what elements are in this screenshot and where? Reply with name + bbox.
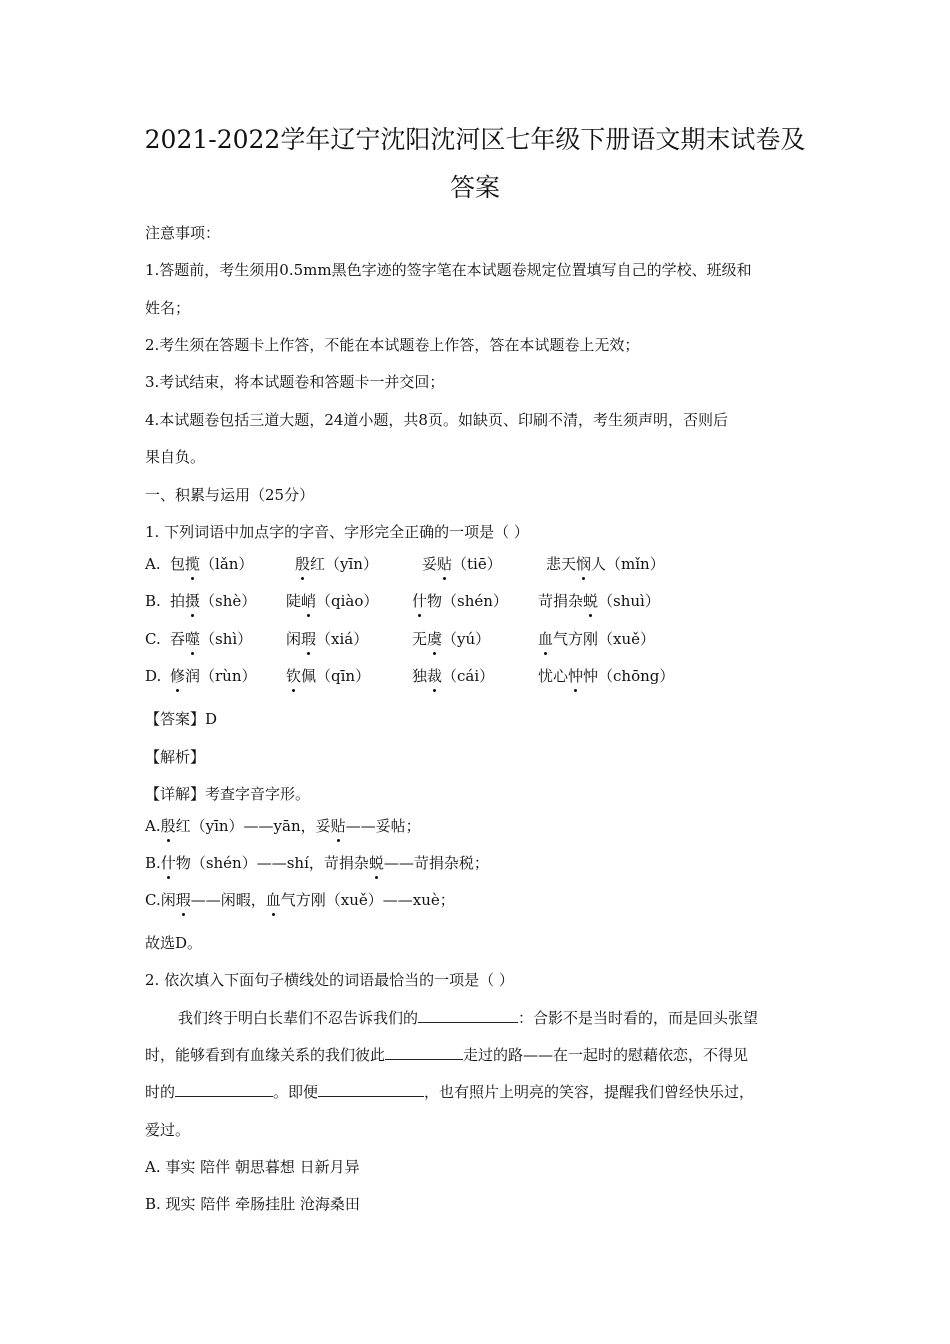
explanation-c: C.闲瑕——闲暇，血气方刚（xuě）——xuè； xyxy=(145,891,455,909)
explanation-a: A.殷红（yīn）——yān，妥贴——妥帖； xyxy=(145,817,421,835)
option-label: A. xyxy=(145,555,161,573)
option-word: 独裁（cái） xyxy=(412,667,495,685)
question-1-stem: 1. 下列词语中加点字的字音、字形完全正确的一项是（ ） xyxy=(145,523,529,541)
option-word: 闲瑕（xiá） xyxy=(286,630,369,648)
notice-item-1: 1.答题前，考生须用0.5mm黑色字迹的签字笔在本试题卷规定位置填写自己的学校、班级和 xyxy=(145,261,752,279)
option-label: D. xyxy=(145,667,162,685)
explanation-b: B.什物（shén）——shí，苛捐杂蜕——苛捐杂税； xyxy=(145,854,489,872)
option-label: B. xyxy=(145,592,161,610)
option-word: 钦佩（qīn） xyxy=(286,667,371,685)
notice-item-4: 4.本试题卷包括三道大题，24道小题，共8页。如缺页、印刷不清，考生须声明，否则后 xyxy=(145,411,728,429)
option-word: 什物（shén） xyxy=(412,592,508,610)
option-word: 殷红（yīn） xyxy=(295,555,378,573)
answer-blank-3 xyxy=(175,1082,273,1097)
option-word: 陡峭（qiào） xyxy=(286,592,379,610)
passage-line-1: 我们终于明白长辈们不忍告诉我们的 ：合影不是当时看的，而是回头张望 xyxy=(178,1009,759,1027)
section-heading: 一、积累与运用（25分） xyxy=(145,486,315,504)
option-word: 悲天悯人（mǐn） xyxy=(546,555,665,573)
question-2-stem: 2. 依次填入下面句子横线处的词语最恰当的一项是（ ） xyxy=(145,971,514,989)
answer-blank-2 xyxy=(385,1045,463,1060)
option-word: 无虞（yú） xyxy=(412,630,491,648)
question-2-option-b: B. 现实 陪伴 牵肠挂肚 沧海桑田 xyxy=(145,1195,360,1213)
notice-item-4-cont: 果自负。 xyxy=(145,448,206,466)
detail-line: 【详解】考查字音字形。 xyxy=(145,785,311,803)
document-title-line-1: 2021-2022学年辽宁沈阳沈河区七年级下册语文期末试卷及 xyxy=(144,125,806,154)
answer-blank-1 xyxy=(418,1008,518,1023)
option-word: 吞噬（shì） xyxy=(170,630,253,648)
notice-item-3: 3.考试结束，将本试题卷和答题卡一并交回； xyxy=(145,373,445,391)
option-word: 苛捐杂蜕（shuì） xyxy=(538,592,660,610)
analysis-heading: 【解析】 xyxy=(145,748,206,766)
document-title-line-2: 答案 xyxy=(449,173,500,202)
notice-item-2: 2.考生须在答题卡上作答，不能在本试题卷上作答，答在本试题卷上无效； xyxy=(145,336,640,354)
passage-line-2: 时，能够看到有血缘关系的我们彼此 走过的路——在一起时的慰藉依恋，不得见 xyxy=(145,1046,749,1064)
answer-line: 【答案】D xyxy=(145,710,218,728)
question-2-option-a: A. 事实 陪伴 朝思暮想 日新月异 xyxy=(145,1158,360,1176)
conclusion-line: 故选D。 xyxy=(145,934,203,952)
passage-line-3: 时的 。即便 ，也有照片上明亮的笑容，提醒我们曾经快乐过， xyxy=(145,1083,755,1101)
option-word: 妥贴（tiē） xyxy=(422,555,502,573)
option-word: 拍摄（shè） xyxy=(170,592,257,610)
answer-blank-4 xyxy=(318,1082,424,1097)
option-word: 包揽（lǎn） xyxy=(170,555,254,573)
passage-line-4: 爱过。 xyxy=(145,1121,191,1139)
option-word: 忧心忡忡（chōng） xyxy=(538,667,675,685)
option-word: 血气方刚（xuě） xyxy=(538,630,656,648)
notice-heading: 注意事项： xyxy=(145,224,221,242)
option-label: C. xyxy=(145,630,161,648)
option-word: 修润（rùn） xyxy=(170,667,257,685)
notice-item-1-cont: 姓名； xyxy=(145,299,191,317)
